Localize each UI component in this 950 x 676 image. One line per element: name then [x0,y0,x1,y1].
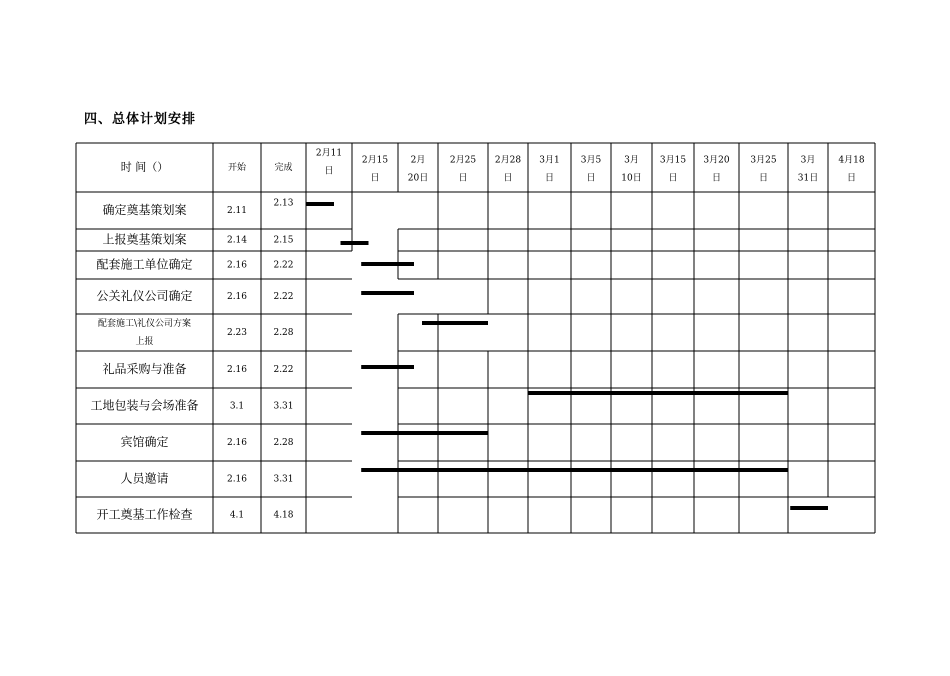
header-date-label: 2月 [410,155,426,166]
task-start: 3.1 [229,401,245,412]
task-name: 工地包装与会场准备 [90,398,199,413]
header-date-label: 日 [711,173,722,184]
task-start: 2.23 [226,328,248,338]
header-date-label: 日 [586,173,596,184]
header-start-label: 开始 [227,163,247,173]
task-end: 2.15 [273,235,294,246]
header-date-label: 日 [503,173,513,184]
header-end-label: 完成 [274,163,293,173]
task-name: 配套施工\礼仪公司方案 [97,319,192,329]
header-date-label: 日 [758,173,769,184]
task-name: 开工奠基工作检查 [96,507,193,522]
task-start: 2.16 [226,365,248,375]
header-date-label: 2月15 [361,155,389,166]
task-end: 3.31 [273,474,294,485]
header-task-label: 时 间（） [120,160,169,174]
task-name: 上报奠基策划案 [102,232,187,247]
header-date-label: 31日 [797,173,819,184]
header-date-label: 3月25 [750,155,777,166]
header-date-label: 2月25 [449,155,477,166]
header-date-label: 3月 [800,155,816,166]
header-date-label: 10日 [621,173,642,184]
task-start: 2.16 [226,292,248,302]
task-end: 2.22 [273,260,294,271]
header-date-label: 20日 [407,173,429,184]
task-end: 3.31 [273,401,294,412]
task-end: 2.22 [273,292,294,302]
task-end: 4.18 [273,510,294,521]
task-name: 配套施工单位确定 [96,257,193,272]
header-date-label: 3月1 [539,155,560,166]
task-name: 宾馆确定 [120,435,169,449]
header-date-label: 2月28 [494,155,522,166]
task-name: 公关礼仪公司确定 [96,289,193,303]
header-date-label: 3月5 [580,155,602,166]
header-date-label: 日 [324,166,334,177]
task-name: 上报 [135,337,154,347]
task-name: 礼品采购与准备 [102,362,187,376]
task-start: 2.11 [226,206,248,216]
task-name: 确定奠基策划案 [102,203,187,217]
task-start: 4.1 [229,510,245,521]
task-start: 2.16 [226,474,248,485]
header-date-label: 日 [458,173,468,184]
header-date-label: 日 [370,173,380,184]
header-date-label: 日 [846,173,857,184]
task-start: 2.16 [226,438,248,448]
header-date-label: 4月18 [838,155,865,166]
header-date-label: 日 [668,173,678,184]
task-end: 2.13 [273,198,294,209]
task-name: 人员邀请 [120,471,169,486]
task-start: 2.16 [226,260,248,271]
task-end: 2.28 [273,328,294,338]
header-date-label: 3月 [624,155,639,166]
header-date-label: 3月20 [703,155,730,166]
section-heading: 四、总体计划安排 [84,112,197,127]
header-date-label: 日 [544,173,555,184]
task-end: 2.22 [273,365,294,375]
header-date-label: 2月11 [315,148,343,159]
task-end: 2.28 [273,438,294,448]
header-date-label: 3月15 [659,155,687,166]
task-start: 2.14 [226,235,248,246]
